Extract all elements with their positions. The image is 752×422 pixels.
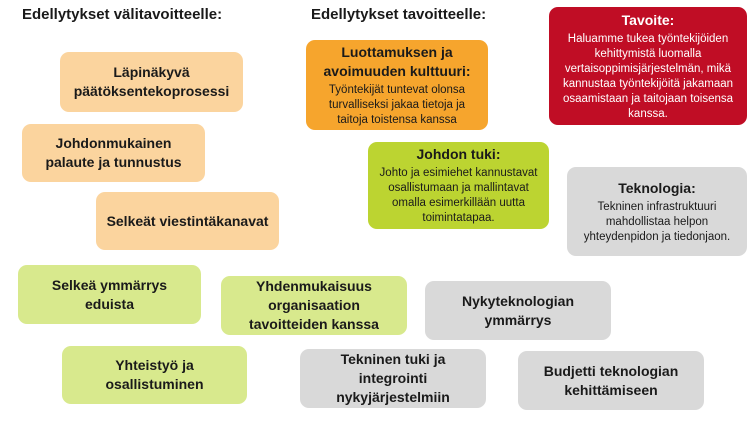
box-title: Nykyteknologian ymmärrys xyxy=(461,292,575,328)
box-current-technology-understanding xyxy=(425,281,611,340)
box-description: Tekninen infrastruktuuri mahdollistaa helpon yhteydenpidon ja tiedonjaon. xyxy=(583,200,731,243)
box-clear-understanding-benefits xyxy=(18,265,201,324)
box-description: Johto ja esimiehet kannustavat osallistumaan ja mallintavat omalla esimerkillään uutta toimintatapaa. xyxy=(379,167,538,224)
heading-goal-prerequisites: Edellytykset tavoitteelle: xyxy=(311,6,487,23)
box-title: Läpinäkyvä päätöksentekoprosessi xyxy=(73,64,230,99)
box-technology-budget xyxy=(518,351,704,410)
box-title: Johdon tuki: xyxy=(416,146,501,162)
box-title: Budjetti teknologian kehittämiseen xyxy=(543,362,679,398)
box-title: Tekninen tuki ja integrointi nykyjärjestelmiin xyxy=(336,351,450,405)
box-title: Yhdenmukaisuus organisaation tavoitteiden kanssa xyxy=(249,278,379,332)
box-technology xyxy=(567,167,747,256)
box-goal xyxy=(549,7,747,125)
box-title: Teknologia: xyxy=(618,179,696,196)
box-description: Haluamme tukea työntekijöiden kehittymistä luomalla vertaisoppimisjärjestelmän, mikä kannustaa työntekijöitä jakamaan osaamistaan ja taitojaan toisensa kanssa. xyxy=(562,32,734,120)
box-technical-support-integration xyxy=(300,349,486,408)
box-title: Tavoite: xyxy=(621,11,675,28)
box-title: Selkeä ymmärrys eduista xyxy=(51,276,168,312)
box-clear-communication-channels xyxy=(96,192,279,250)
box-title: Johdonmukainen palaute ja tunnustus xyxy=(45,135,182,170)
box-transparent-decision-making xyxy=(60,52,243,112)
box-title: Selkeät viestintäkanavat xyxy=(106,212,269,229)
box-trust-openness-culture xyxy=(306,40,488,130)
box-consistent-feedback xyxy=(22,124,205,182)
box-title: Luottamuksen ja avoimuuden kulttuuri: xyxy=(323,43,471,79)
box-description: Työntekijät tuntevat olonsa turvalliseksi jakaa tietoja ja taitoja toistensa kanssa xyxy=(328,83,466,126)
box-title: Yhteistyö ja osallistuminen xyxy=(105,357,204,392)
box-management-support xyxy=(368,142,549,229)
heading-intermediate-prerequisites: Edellytykset välitavoitteelle: xyxy=(22,6,223,23)
box-alignment-org-goals xyxy=(221,276,407,335)
box-cooperation-participation xyxy=(62,346,247,404)
